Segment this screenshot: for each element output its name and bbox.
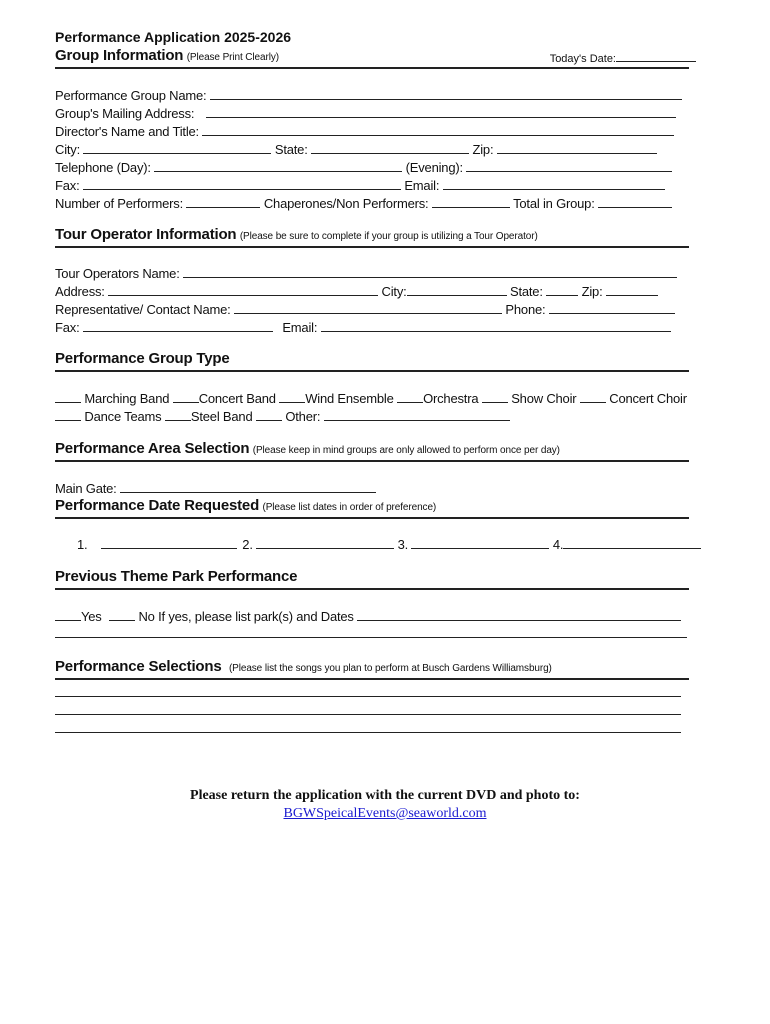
director-field[interactable] [202,123,674,136]
tour-operator-name-row [55,265,677,282]
tour-phone-label: Phone: [505,302,546,317]
zip-field[interactable] [497,141,657,154]
area-note: (Please keep in mind groups are only allowed to perform once per day) [252,445,560,456]
performers-label: Number of Performers: [55,196,184,211]
group-name-label: Performance Group Name: [55,88,207,103]
previous-list-field[interactable] [357,608,681,621]
date-number-2: 2. [242,537,253,552]
tour-zip-label: Zip: [581,284,603,299]
tour-fax-label: Fax: [55,320,80,335]
main-gate-row [55,480,376,497]
section-title-previous: Previous Theme Park Performance [55,568,298,585]
tour-address-field[interactable] [108,283,378,296]
previous-list-label: If yes, please list park(s) and Dates [158,609,354,624]
city-field[interactable] [83,141,271,154]
todays-date [550,52,696,65]
date-field-3[interactable] [411,536,549,549]
steel-band-label: Steel Band [190,409,253,424]
section-title-group-info: Group Information [55,47,184,64]
previous-header [55,569,297,585]
section-title-selections: Performance Selections [55,658,222,675]
return-email-container [0,806,770,822]
previous-row [55,608,681,625]
section-divider [55,517,689,519]
selections-note: (Please list the songs you plan to perform at Busch Gardens Williamsburg) [228,663,552,674]
tour-email-label: Email: [282,320,318,335]
orchestra-label: Orchestra [423,391,479,406]
city-row [55,141,657,158]
steel-band-checkbox[interactable] [165,408,191,421]
section-divider [55,67,689,69]
date-number-4: 4. [552,537,564,552]
concert-choir-label: Concert Choir [609,391,687,406]
return-instructions: Please return the application with the current DVD and photo to: [190,788,580,803]
email-label: Email: [404,178,440,193]
concert-band-label: Concert Band [198,391,276,406]
dates-note: (Please list dates in order of preference) [262,502,437,513]
date-field-1[interactable] [101,536,237,549]
director-row [55,123,674,140]
representative-label: Representative/ Contact Name: [55,302,231,317]
section-title-group-type: Performance Group Type [55,350,230,367]
telephone-evening-label: (Evening): [405,160,463,175]
show-choir-label: Show Choir [511,391,577,406]
representative-row [55,301,675,318]
selection-line-1[interactable] [55,696,681,697]
tour-fax-field[interactable] [83,319,273,332]
telephone-day-field[interactable] [154,159,402,172]
other-label: Other: [285,409,321,424]
total-label: Total in Group: [513,196,595,211]
chaperones-field[interactable] [432,195,510,208]
director-label: Director's Name and Title: [55,124,199,139]
fax-label: Fax: [55,178,80,193]
selections-header [55,659,552,677]
selection-line-3[interactable] [55,732,681,733]
tour-operator-note: (Please be sure to complete if your group is utilizing a Tour Operator) [239,231,538,242]
previous-list-line-2[interactable] [55,637,687,638]
section-title-tour-operator: Tour Operator Information [55,226,237,243]
area-header [55,441,560,459]
tour-email-field[interactable] [321,319,671,332]
tour-operator-header [55,227,538,245]
zip-label: Zip: [472,142,494,157]
tour-address-label: Address: [55,284,105,299]
todays-date-field[interactable] [616,52,696,62]
fax-field[interactable] [83,177,401,190]
dates-row [77,536,701,553]
total-field[interactable] [598,195,672,208]
performers-field[interactable] [186,195,260,208]
previous-yes-checkbox[interactable] [55,608,81,621]
concert-choir-checkbox[interactable] [580,390,606,403]
document-title: Performance Application 2025-2026 [55,29,292,45]
tour-fax-email-row [55,319,671,336]
section-divider [55,370,689,372]
return-email-link[interactable]: BGWSpeicalEvents@seaworld.com [283,806,487,821]
tour-operator-name-field[interactable] [183,265,677,278]
fax-email-row [55,177,665,194]
date-field-4[interactable] [563,536,701,549]
tour-phone-field[interactable] [549,301,675,314]
telephone-day-label: Telephone (Day): [55,160,151,175]
previous-no-checkbox[interactable] [109,608,135,621]
section-divider [55,246,689,248]
wind-ensemble-label: Wind Ensemble [305,391,394,406]
dates-header [55,498,436,516]
section-title-area: Performance Area Selection [55,440,250,457]
dance-teams-checkbox[interactable] [55,408,81,421]
concert-band-checkbox[interactable] [173,390,199,403]
other-field[interactable] [324,408,510,421]
state-label: State: [274,142,308,157]
date-number-1: 1. [77,537,88,552]
telephone-row [55,159,672,176]
tour-operator-name-label: Tour Operators Name: [55,266,180,281]
tour-state-label: State: [509,284,543,299]
section-divider [55,588,689,590]
group-type-row-2 [55,408,510,425]
wind-ensemble-checkbox[interactable] [279,390,305,403]
show-choir-checkbox[interactable] [482,390,508,403]
state-field[interactable] [311,141,469,154]
previous-no-label: No [138,609,155,624]
main-gate-label: Main Gate: [55,481,117,496]
other-checkbox[interactable] [256,408,282,421]
performers-row [55,195,672,212]
main-gate-field[interactable] [120,480,376,493]
selection-line-2[interactable] [55,714,681,715]
group-type-header [55,351,230,367]
date-field-2[interactable] [256,536,394,549]
marching-band-checkbox[interactable] [55,390,81,403]
dance-teams-label: Dance Teams [84,409,162,424]
representative-field[interactable] [234,301,502,314]
tour-address-row [55,283,658,300]
group-name-field[interactable] [210,87,682,100]
chaperones-label: Chaperones/Non Performers: [263,196,429,211]
mailing-address-row [55,105,676,122]
email-field[interactable] [443,177,665,190]
group-info-note: (Please Print Clearly) [186,52,279,63]
section-divider [55,460,689,462]
previous-yes-label: Yes [81,609,102,624]
group-name-row [55,87,682,104]
mailing-address-field[interactable] [206,105,676,118]
marching-band-label: Marching Band [84,391,170,406]
tour-state-field[interactable] [546,283,578,296]
telephone-evening-field[interactable] [466,159,672,172]
city-label: City: [55,142,81,157]
section-divider [55,678,689,680]
orchestra-checkbox[interactable] [397,390,423,403]
group-info-header [55,48,279,66]
date-number-3: 3. [397,537,409,552]
tour-city-label: City: [381,284,407,299]
todays-date-label: Today's Date: [549,53,616,65]
group-type-row-1 [55,390,687,407]
mailing-address-label: Group's Mailing Address: [55,106,195,121]
section-title-dates: Performance Date Requested [55,497,260,514]
tour-city-field[interactable] [407,283,507,296]
tour-zip-field[interactable] [606,283,658,296]
